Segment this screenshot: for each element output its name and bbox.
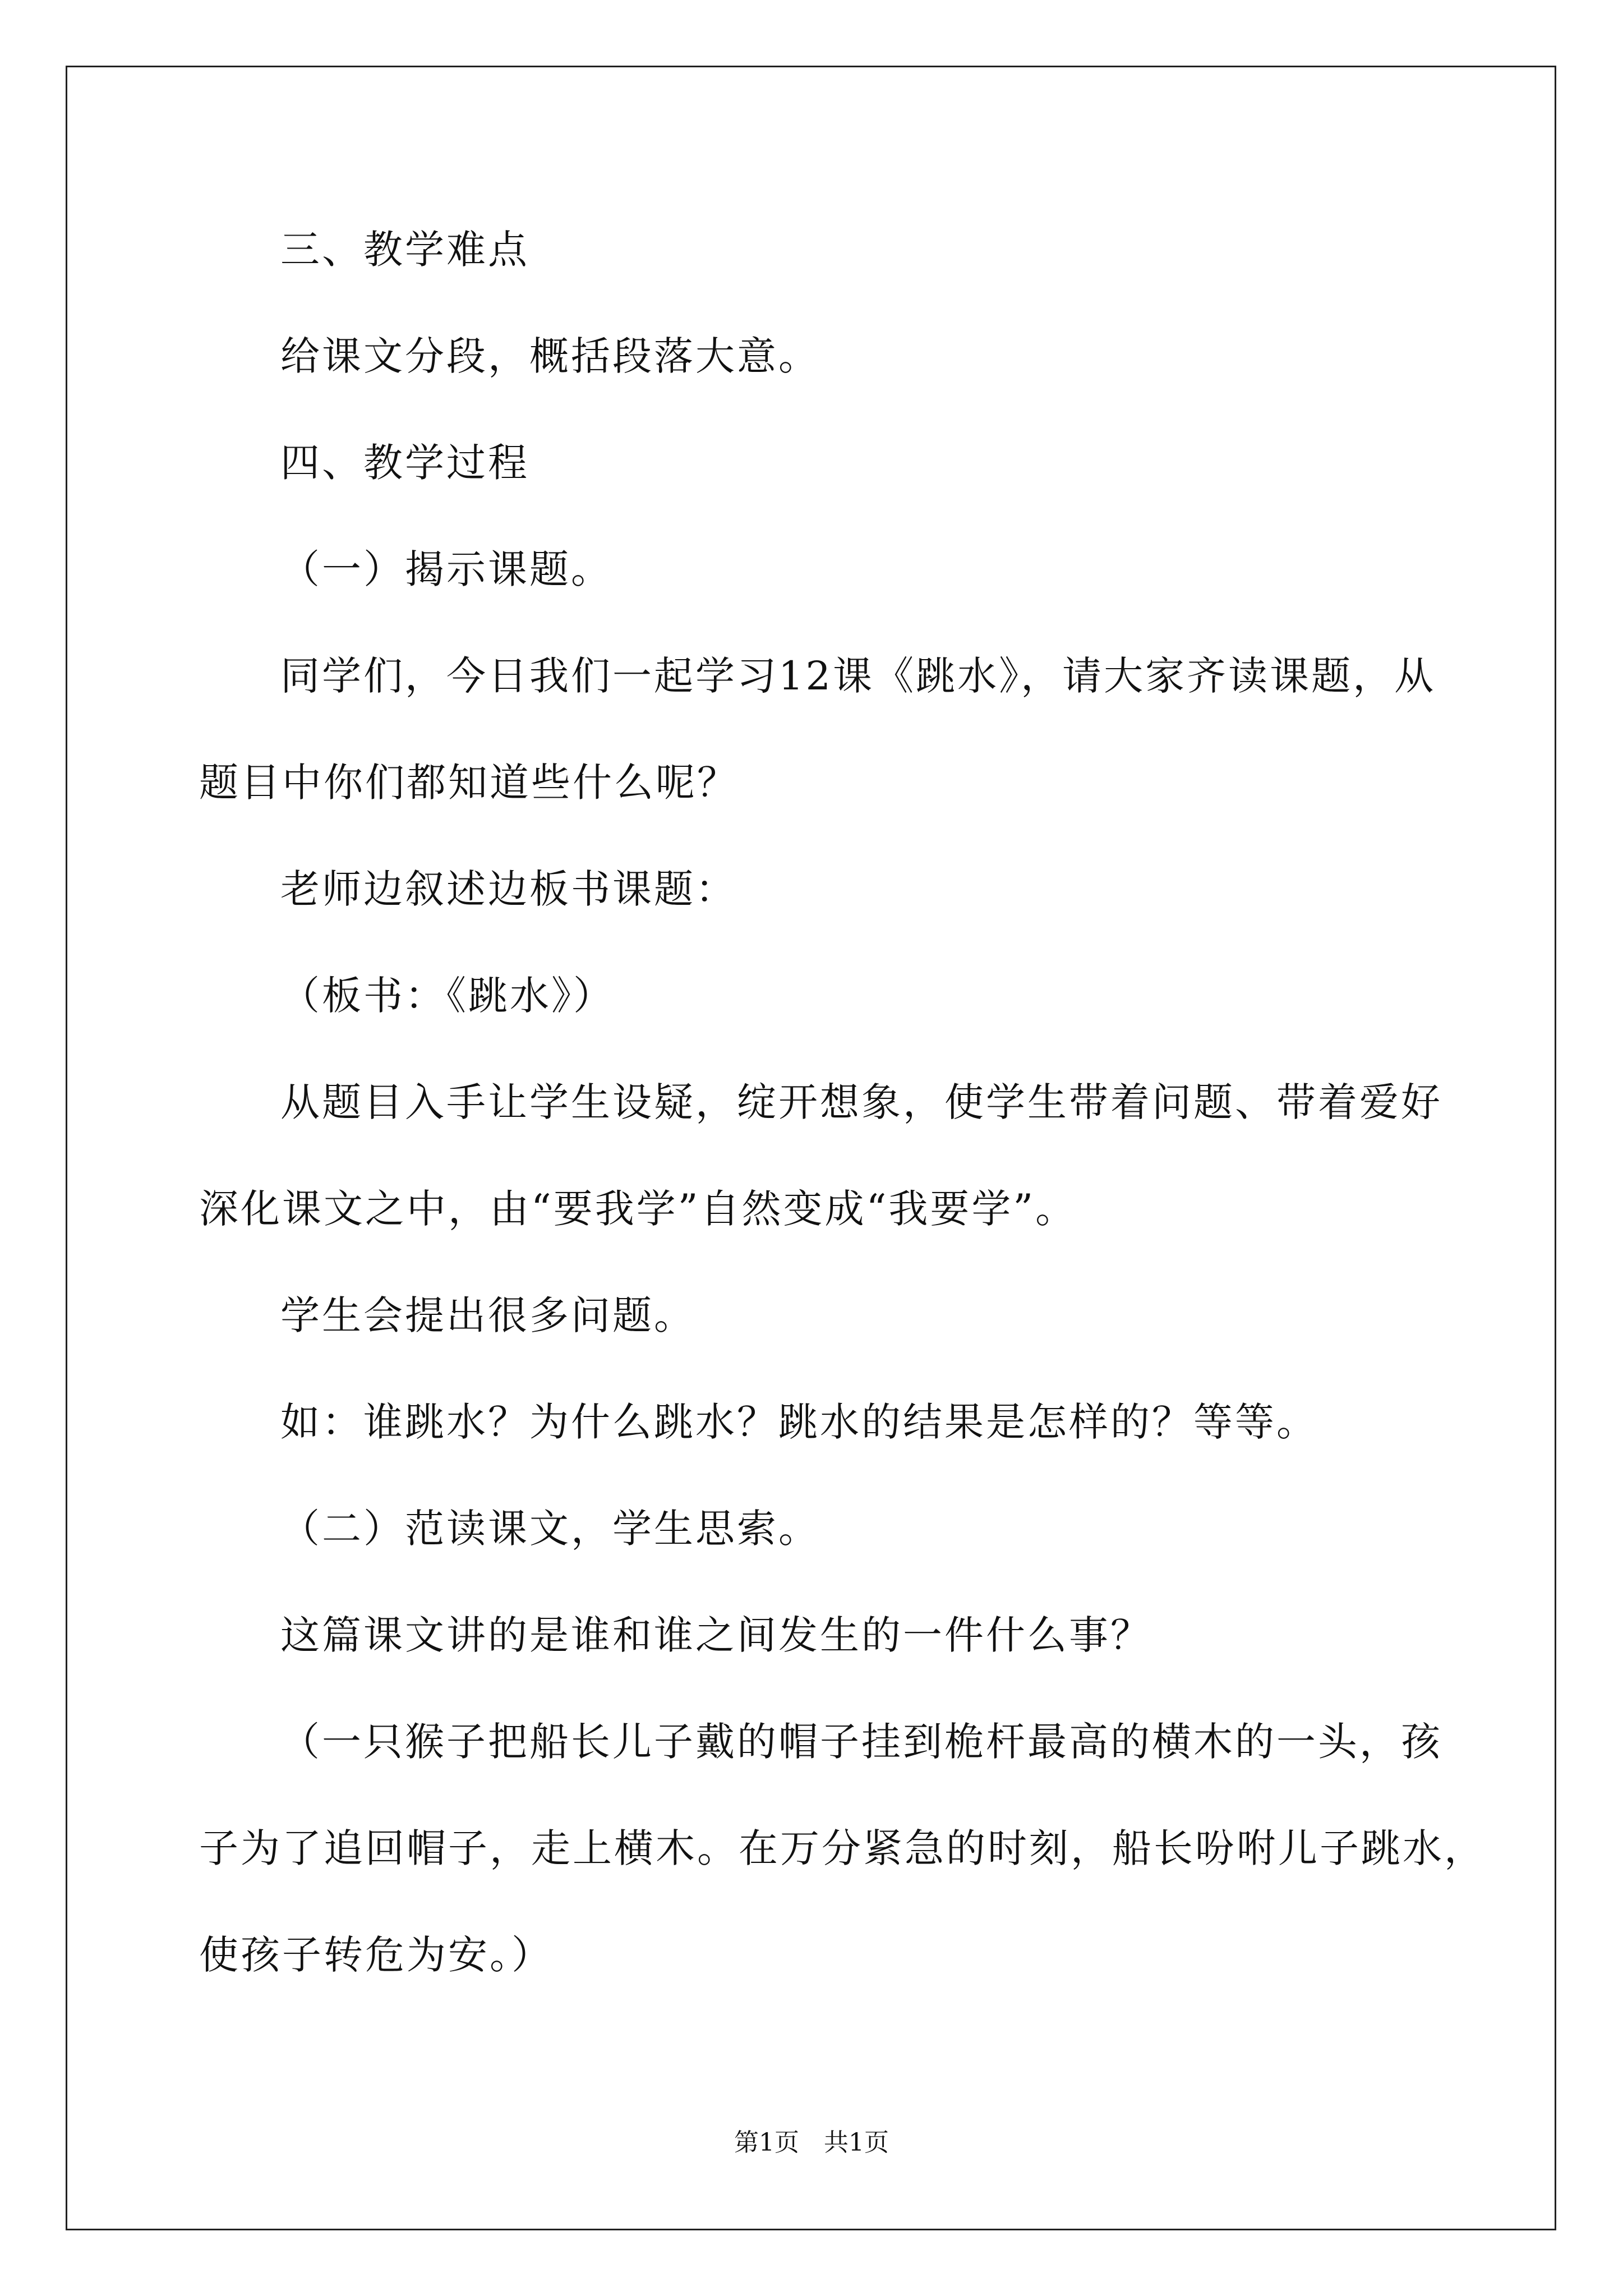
paragraph-step-1: （一）揭示课题。 [280, 546, 612, 592]
paragraph-method-line-2: 深化课文之中，由“要我学”自然变成“我要学”。 [199, 1186, 1077, 1232]
page-footer: 第1页 共1页 [734, 2128, 889, 2157]
paragraph-examples: 如：谁跳水？为什么跳水？跳水的结果是怎样的？等等。 [280, 1399, 1318, 1445]
paragraph-intro-line-2: 题目中你们都知道些什么呢？ [199, 760, 739, 806]
paragraph-answer-line-1: （一只猴子把船长儿子戴的帽子挂到桅杆最高的横木的一头，孩 [280, 1719, 1442, 1765]
paragraph-board: （板书：《跳水》） [280, 973, 615, 1019]
paragraph-step-2: （二）范读课文，学生思索。 [280, 1506, 820, 1552]
section-heading-process: 四、教学过程 [280, 440, 529, 486]
paragraph-answer-line-3: 使孩子转危为安。） [199, 1932, 553, 1978]
paragraph-students: 学生会提出很多问题。 [280, 1292, 695, 1338]
paragraph-answer-line-2: 子为了追回帽子，走上横木。在万分紧急的时刻，船长吩咐儿子跳水， [199, 1825, 1486, 1871]
section-heading-difficulty: 三、教学难点 [280, 227, 529, 273]
paragraph-method-line-1: 从题目入手让学生设疑，绽开想象，使学生带着问题、带着爱好 [280, 1079, 1442, 1125]
paragraph-teacher: 老师边叙述边板书课题： [280, 866, 737, 912]
paragraph-intro-line-1: 同学们，今日我们一起学习12课《跳水》，请大家齐读课题，从 [280, 653, 1436, 699]
paragraph-question: 这篇课文讲的是谁和谁之间发生的一件什么事？ [280, 1612, 1152, 1658]
page-border [66, 66, 1556, 2230]
paragraph-difficulty: 给课文分段，概括段落大意。 [280, 333, 820, 379]
